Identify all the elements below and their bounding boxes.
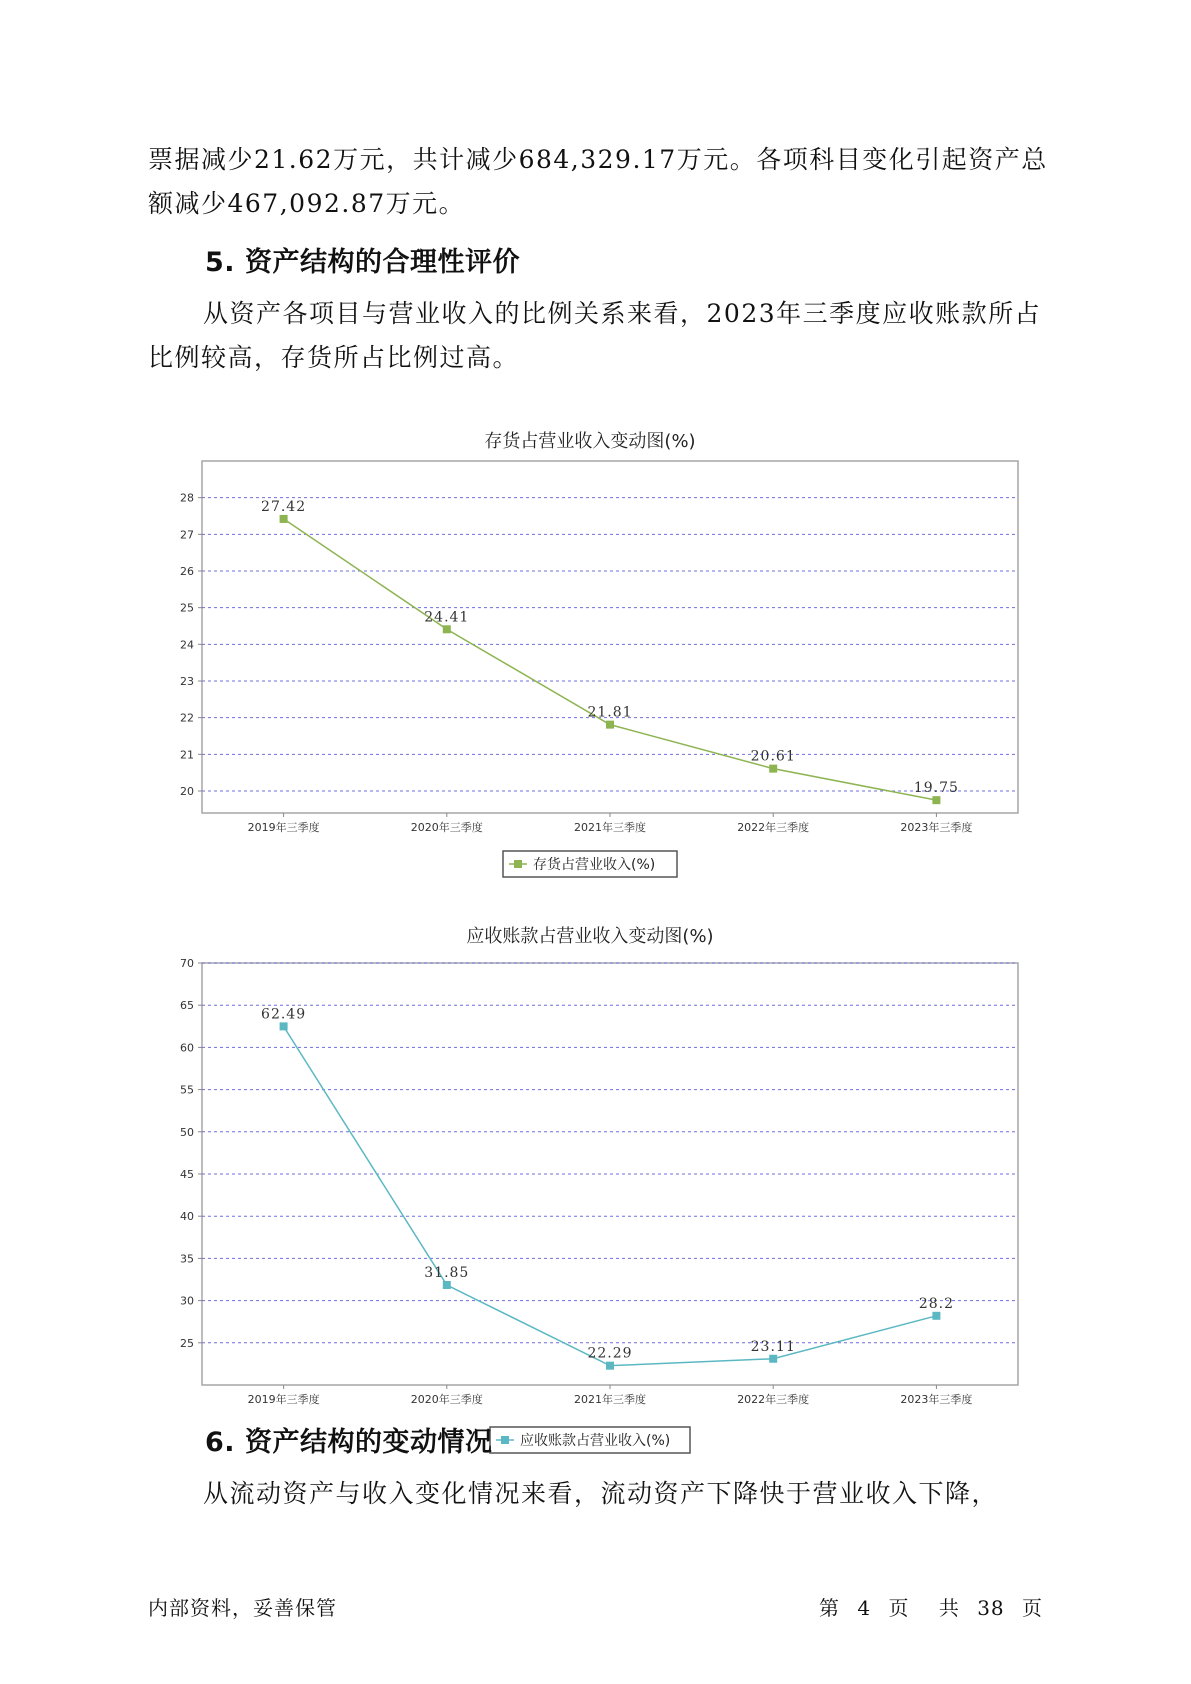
legend-swatch-marker bbox=[501, 1436, 509, 1444]
x-tick-label: 2020年三季度 bbox=[410, 1393, 483, 1406]
data-point bbox=[769, 765, 777, 773]
page-unit: 页 bbox=[888, 1596, 910, 1620]
y-tick-label: 30 bbox=[180, 1294, 194, 1308]
x-tick-label: 2020年三季度 bbox=[410, 821, 483, 834]
legend bbox=[490, 1427, 690, 1453]
x-tick-label: 2022年三季度 bbox=[737, 821, 810, 834]
y-tick-label: 65 bbox=[180, 999, 194, 1013]
x-tick-label: 2021年三季度 bbox=[574, 821, 646, 834]
legend bbox=[503, 851, 677, 877]
y-tick-label: 22 bbox=[180, 711, 194, 725]
y-tick-label: 25 bbox=[180, 601, 194, 615]
data-point bbox=[932, 796, 940, 804]
chart-title-receivables: 应收账款占营业收入变动图(%) bbox=[466, 926, 714, 947]
data-label: 19.75 bbox=[913, 780, 959, 797]
data-label: 22.29 bbox=[587, 1345, 633, 1362]
y-tick-label: 45 bbox=[180, 1168, 194, 1181]
y-tick-label: 55 bbox=[180, 1083, 194, 1097]
data-label: 24.41 bbox=[424, 609, 470, 626]
legend-swatch-marker bbox=[514, 860, 522, 868]
data-point bbox=[443, 1281, 451, 1289]
legend-label: 应收账款占营业收入(%) bbox=[520, 1433, 671, 1449]
y-tick-label: 26 bbox=[180, 565, 194, 578]
data-point bbox=[606, 721, 614, 729]
x-tick-label: 2019年三季度 bbox=[247, 1393, 320, 1406]
chart-inventory-ratio bbox=[0, 395, 1191, 885]
inventory-ratio-line-chart bbox=[0, 395, 1191, 885]
data-point bbox=[280, 515, 288, 523]
data-point bbox=[280, 1022, 288, 1030]
data-point bbox=[606, 1362, 614, 1370]
page-current: 4 bbox=[857, 1596, 872, 1620]
legend-label: 存货占营业收入(%) bbox=[533, 857, 656, 873]
data-label: 20.61 bbox=[750, 748, 796, 765]
y-tick-label: 28 bbox=[180, 491, 194, 505]
data-label: 21.81 bbox=[587, 704, 633, 721]
y-tick-label: 20 bbox=[180, 785, 194, 798]
x-tick-label: 2023年三季度 bbox=[900, 821, 973, 834]
y-tick-label: 21 bbox=[180, 748, 194, 762]
x-tick-label: 2023年三季度 bbox=[900, 1393, 973, 1406]
x-tick-label: 2021年三季度 bbox=[574, 1393, 646, 1406]
footer-confidential-note: 内部资料，妥善保管 bbox=[148, 1596, 337, 1620]
section-heading-6: 6. 资产结构的变动情况 bbox=[205, 1427, 493, 1458]
x-tick-label: 2019年三季度 bbox=[247, 821, 320, 834]
page-total-prefix: 共 bbox=[938, 1596, 960, 1620]
y-tick-label: 40 bbox=[180, 1210, 194, 1224]
data-point bbox=[769, 1355, 777, 1363]
x-tick-label: 2022年三季度 bbox=[737, 1393, 810, 1406]
data-point bbox=[932, 1312, 940, 1320]
data-label: 27.42 bbox=[261, 498, 307, 515]
y-tick-label: 70 bbox=[180, 957, 194, 970]
paragraph-assets-change: 票据减少21.62万元，共计减少684,329.17万元。各项科目变化引起资产总额减少467,092.87万元。 bbox=[148, 145, 1048, 218]
y-tick-label: 35 bbox=[180, 1252, 194, 1266]
chart-body bbox=[180, 957, 1018, 1453]
data-point bbox=[443, 625, 451, 633]
y-tick-label: 23 bbox=[180, 675, 194, 688]
footer-page-number bbox=[819, 1592, 1043, 1621]
section-heading-5: 5. 资产结构的合理性评价 bbox=[205, 247, 520, 278]
y-tick-label: 25 bbox=[180, 1336, 194, 1350]
page-prefix: 第 bbox=[819, 1596, 841, 1620]
data-label: 23.11 bbox=[750, 1338, 796, 1355]
page-total: 38 bbox=[977, 1596, 1005, 1620]
y-tick-label: 24 bbox=[180, 638, 194, 652]
page-total-unit: 页 bbox=[1022, 1596, 1043, 1620]
y-tick-label: 27 bbox=[180, 528, 194, 542]
y-tick-label: 50 bbox=[180, 1125, 194, 1139]
plot-area bbox=[202, 461, 1018, 813]
data-label: 31.85 bbox=[424, 1264, 470, 1281]
chart-title: 存货占营业收入变动图(%) bbox=[484, 431, 696, 452]
data-label: 28.2 bbox=[918, 1295, 954, 1312]
paragraph-asset-structure: 从资产各项目与营业收入的比例关系来看，2023年三季度应收账款所占比例较高，存货所占比例过高。 bbox=[148, 299, 1042, 372]
paragraph-asset-movement: 从流动资产与收入变化情况来看，流动资产下降快于营业收入下降， bbox=[203, 1479, 999, 1508]
data-label: 62.49 bbox=[261, 1006, 307, 1023]
y-tick-label: 60 bbox=[180, 1041, 194, 1055]
